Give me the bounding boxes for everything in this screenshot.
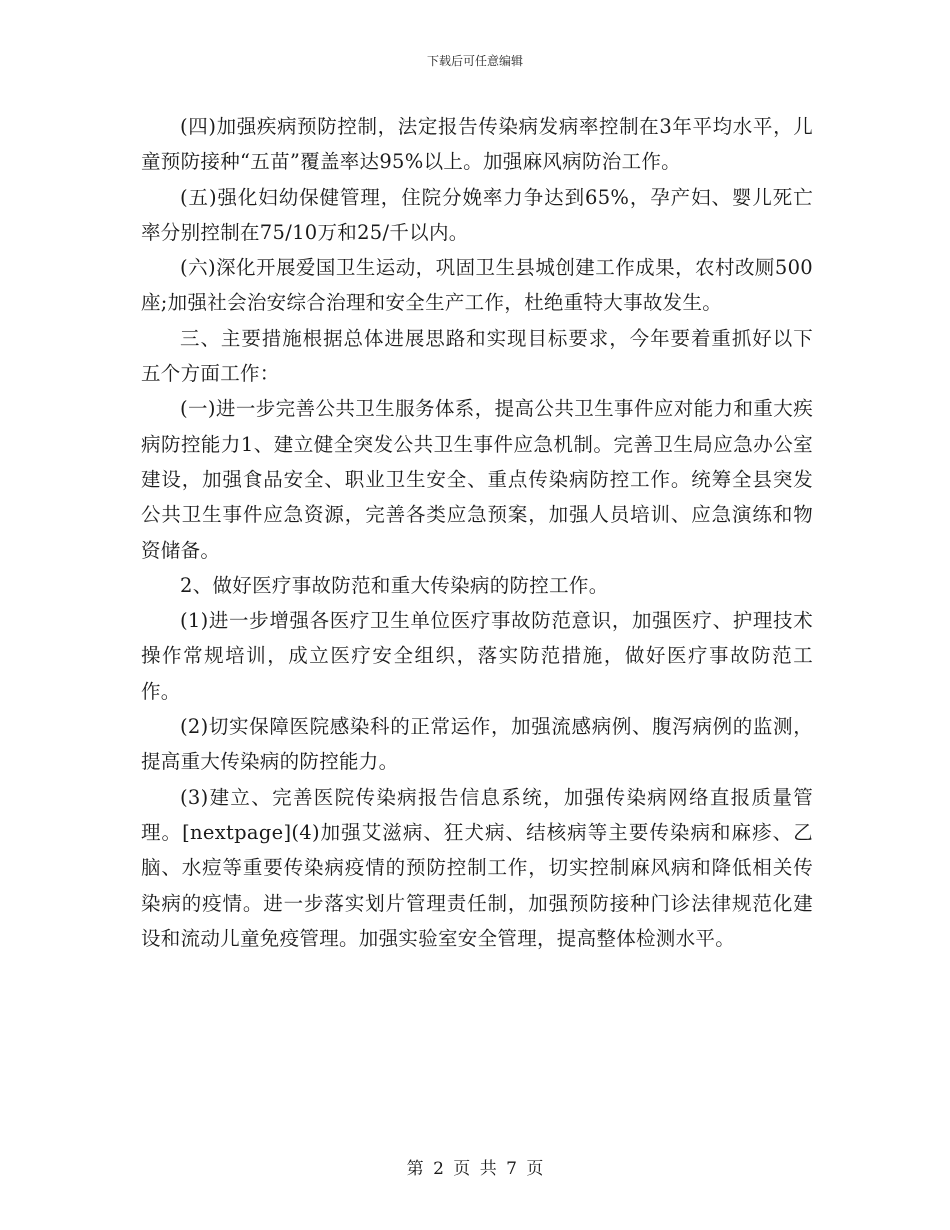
paragraph-public-health-system: (一)进一步完善公共卫生服务体系，提高公共卫生事件应对能力和重大疾病防控能力1、建立健全突发公共卫生事件应急机制。完善卫生局应急办公室建设，加强食品安全、职业卫生安全、重点传染病防控工作。统筹全县突发公共卫生事件应急资源，完善各类应急预案，加强人员培训、应急演练和物资储备。: [141, 397, 813, 562]
paragraph-disease-prevention: (四)加强疾病预防控制，法定报告传染病发病率控制在3年平均水平，儿童预防接种“五苗”覆盖率达95%以上。加强麻风病防治工作。: [141, 115, 813, 174]
paragraph-accident-prevention: 2、做好医疗事故防范和重大传染病的防控工作。: [180, 573, 609, 597]
page-header: 下载后可任意编辑: [426, 54, 523, 68]
paragraph-main-measures: 三、主要措施根据总体进展思路和实现目标要求，今年要着重抓好以下五个方面工作：: [141, 326, 813, 386]
page-number: 第 2 页 共 7 页: [406, 1159, 544, 1179]
document-body: [141, 109, 813, 956]
paragraph-item-1: (1)进一步增强各医疗卫生单位医疗事故防范意识，加强医疗、护理技术操作常规培训，成立医疗安全组织，落实防范措施，做好医疗事故防范工作。: [141, 609, 813, 703]
paragraph-item-3-4: (3)建立、完善医院传染病报告信息系统，加强传染病网络直报质量管理。[nextpage](4)加强艾滋病、狂犬病、结核病等主要传染病和麻疹、乙脑、水痘等重要传染病疫情的预防控制工作，切实控制麻风病和降低相关传染病的疫情。进一步落实划片管理责任制，加强预防接种门诊法律规范化建设和流动儿童免疫管理。加强实验室安全管理，提高整体检测水平。: [141, 785, 813, 950]
paragraph-patriotic-health: (六)深化开展爱国卫生运动，巩固卫生县城创建工作成果，农村改厕500座;加强社会治安综合治理和安全生产工作，杜绝重特大事故发生。: [141, 256, 813, 315]
paragraph-item-2: (2)切实保障医院感染科的正常运作，加强流感病例、腹泻病例的监测，提高重大传染病的防控能力。: [141, 715, 813, 774]
paragraph-maternal-child-health: (五)强化妇幼保健管理，住院分娩率力争达到65%，孕产妇、婴儿死亡率分别控制在75/10万和25/千以内。: [141, 185, 813, 244]
